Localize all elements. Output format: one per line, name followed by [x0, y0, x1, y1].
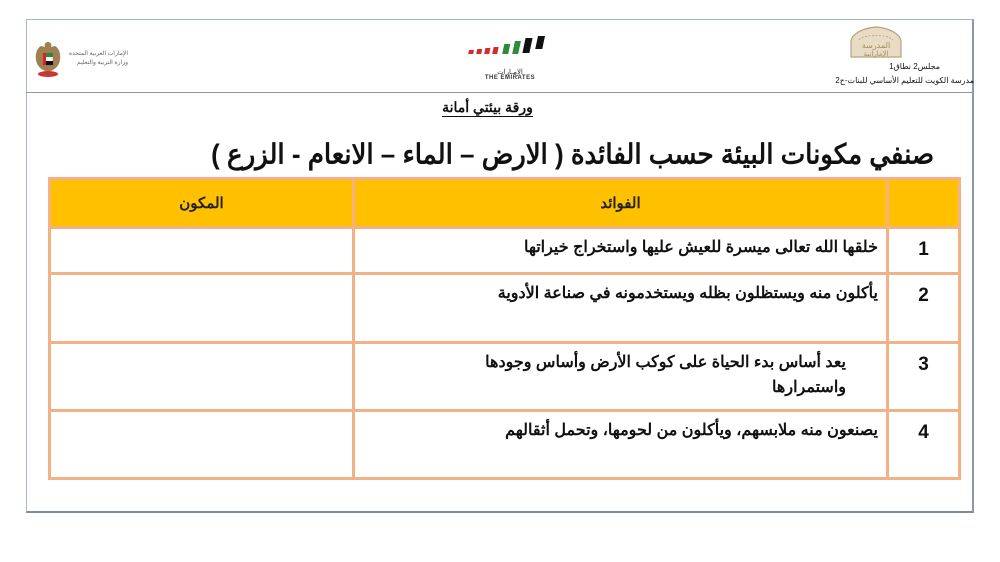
worksheet-subtitle	[0, 99, 975, 116]
row-benefit: يعد أساس بدء الحياة على كوكب الأرض وأساس وجودها واستمرارها	[354, 343, 888, 411]
ministry-line-1: الإمارات العربية المتحدة	[68, 51, 128, 57]
subtitle-text: ورقة بيئتي أمانة	[442, 99, 533, 115]
worksheet-title: صنفي مكونات البيئة حسب الفائدة ( الارض – الماء – الانعام - الزرع )	[211, 138, 934, 170]
row-number: 2	[888, 274, 960, 343]
svg-text:المدرسة: المدرسة	[861, 41, 891, 50]
emirati-school-logo-icon	[845, 26, 907, 58]
answer-input[interactable]	[47, 368, 352, 385]
table-row	[50, 411, 960, 479]
header-benefits: الفوائد	[354, 179, 888, 228]
row-number: 4	[888, 411, 960, 479]
row-benefit: يصنعون منه ملابسهم، ويأكلون من لحومها، وتحمل أثقالهم	[354, 411, 888, 479]
classification-table	[48, 177, 961, 480]
answer-input[interactable]	[47, 242, 352, 259]
row-number: 3	[888, 343, 960, 411]
school-council-zone: مجلس2 نطاق1	[889, 62, 940, 71]
answer-cell[interactable]	[50, 343, 354, 411]
school-name: مدرسة الكويت للتعليم الأساسي للبنات-ح2	[835, 76, 974, 85]
ministry-line-2: وزارة التربية والتعليم	[76, 60, 128, 66]
answer-input[interactable]	[47, 436, 352, 453]
svg-text:الإماراتية: الإماراتية	[863, 50, 889, 58]
table-header-row	[50, 179, 960, 228]
table-row	[50, 228, 960, 274]
answer-cell[interactable]	[50, 411, 354, 479]
header-number	[888, 179, 960, 228]
table-row	[50, 274, 960, 343]
emirates-logo-text-en: THE EMIRATES	[484, 75, 536, 81]
emirates-logo-text-ar: الإمـارات	[497, 69, 523, 76]
row-benefit: يأكلون منه ويستظلون بظله ويستخدمونه في صناعة الأدوية	[354, 274, 888, 343]
ministry-name	[68, 50, 128, 68]
row-number: 1	[888, 228, 960, 274]
table-row	[50, 343, 960, 411]
header-component: المكون	[50, 179, 354, 228]
row-benefit: خلقها الله تعالى ميسرة للعيش عليها واستخراج خيراتها	[354, 228, 888, 274]
header-divider	[26, 92, 974, 93]
answer-cell[interactable]	[50, 228, 354, 274]
answer-input[interactable]	[47, 299, 352, 316]
uae-emblem-icon	[33, 40, 63, 78]
answer-cell[interactable]	[50, 274, 354, 343]
